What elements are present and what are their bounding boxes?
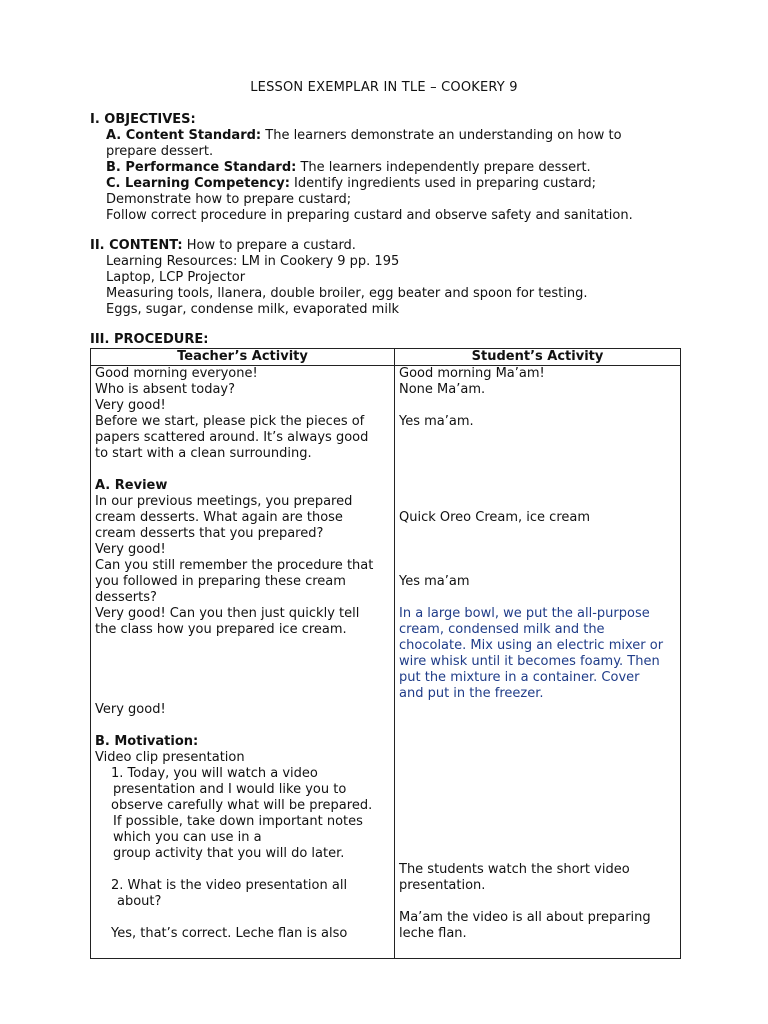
procedure-table	[90, 348, 681, 959]
teacher-line: 1. Today, you will watch a video	[111, 766, 318, 781]
teacher-line: you followed in preparing these cream	[95, 574, 346, 589]
teacher-line: Very good!	[95, 542, 166, 557]
student-line: wire whisk until it becomes foamy. Then	[399, 654, 660, 669]
teacher-line: Before we start, please pick the pieces of	[95, 414, 365, 429]
performance-standard-label: B. Performance Standard:	[106, 160, 297, 175]
teacher-line: Video clip presentation	[95, 750, 245, 765]
student-line: presentation.	[399, 878, 486, 893]
content-heading-text: How to prepare a custard.	[182, 238, 356, 253]
teacher-line: cream desserts. What again are those	[95, 510, 343, 525]
teacher-line: Who is absent today?	[95, 382, 236, 397]
student-line: Quick Oreo Cream, ice cream	[399, 510, 591, 525]
content-standard-text-cont: prepare dessert.	[106, 144, 214, 159]
review-heading: A. Review	[95, 478, 168, 493]
teacher-line: about?	[117, 894, 162, 909]
teacher-line: 2. What is the video presentation all	[111, 878, 348, 893]
student-line: In a large bowl, we put the all-purpose	[399, 606, 650, 621]
teacher-line: Very good!	[95, 398, 166, 413]
student-activity-header: Student’s Activity	[395, 349, 681, 366]
teacher-line: Very good! Can you then just quickly tell	[95, 606, 360, 621]
student-line: Yes ma’am.	[399, 414, 474, 429]
objectives-heading: I. OBJECTIVES:	[90, 112, 196, 127]
teacher-line: cream desserts that you prepared?	[95, 526, 324, 541]
procedure-heading: III. PROCEDURE:	[90, 332, 209, 347]
student-line: Good morning Ma’am!	[399, 366, 545, 381]
content-standard-text: The learners demonstrate an understanding on how to	[261, 128, 622, 143]
student-line: chocolate. Mix using an electric mixer or	[399, 638, 664, 653]
teacher-line: group activity that you will do later.	[113, 846, 345, 861]
materials-line-3: Eggs, sugar, condense milk, evaporated milk	[106, 302, 400, 317]
teacher-line: papers scattered around. It’s always good	[95, 430, 369, 445]
teacher-line: observe carefully what will be prepared.	[111, 798, 373, 813]
teacher-line: If possible, take down important notes	[113, 814, 363, 829]
teacher-line: In our previous meetings, you prepared	[95, 494, 353, 509]
student-line: leche flan.	[399, 926, 467, 941]
student-line: put the mixture in a container. Cover	[399, 670, 640, 685]
teacher-line: Yes, that’s correct. Leche flan is also	[111, 926, 348, 941]
objectives-section	[90, 112, 690, 224]
materials-line-2: Measuring tools, llanera, double broiler, egg beater and spoon for testing.	[106, 286, 588, 301]
student-activity-cell	[395, 366, 681, 959]
content-standard-label: A. Content Standard:	[106, 128, 262, 143]
student-line: Ma’am the video is all about preparing	[399, 910, 651, 925]
learning-competency-line-3: Follow correct procedure in preparing custard and observe safety and sanitation.	[106, 208, 633, 223]
teacher-line: to start with a clean surrounding.	[95, 446, 312, 461]
learning-competency-line-2: Demonstrate how to prepare custard;	[106, 192, 352, 207]
student-line: Yes ma’am	[399, 574, 470, 589]
student-line: The students watch the short video	[399, 862, 630, 877]
materials-line-1: Laptop, LCP Projector	[106, 270, 246, 285]
teacher-line: which you can use in a	[113, 830, 262, 845]
teacher-line: the class how you prepared ice cream.	[95, 622, 347, 637]
student-line: cream, condensed milk and the	[399, 622, 605, 637]
performance-standard-text: The learners independently prepare dessert.	[296, 160, 591, 175]
motivation-heading: B. Motivation:	[95, 734, 199, 749]
teacher-line: desserts?	[95, 590, 157, 605]
teacher-line: Can you still remember the procedure that	[95, 558, 374, 573]
content-heading: II. CONTENT:	[90, 238, 183, 253]
teacher-activity-header: Teacher’s Activity	[91, 349, 395, 366]
student-line: None Ma’am.	[399, 382, 486, 397]
document-title: LESSON EXEMPLAR IN TLE – COOKERY 9	[250, 80, 518, 95]
learning-competency-text: Identify ingredients used in preparing custard;	[289, 176, 596, 191]
learning-resources: Learning Resources: LM in Cookery 9 pp. 195	[106, 254, 400, 269]
table-row	[91, 366, 681, 959]
student-line: and put in the freezer.	[399, 686, 544, 701]
teacher-line: Very good!	[95, 702, 166, 717]
teacher-line: Good morning everyone!	[95, 366, 258, 381]
teacher-line: presentation and I would like you to	[113, 782, 347, 797]
content-section	[90, 238, 690, 318]
learning-competency-label: C. Learning Competency:	[106, 176, 290, 191]
teacher-activity-cell	[91, 366, 395, 959]
